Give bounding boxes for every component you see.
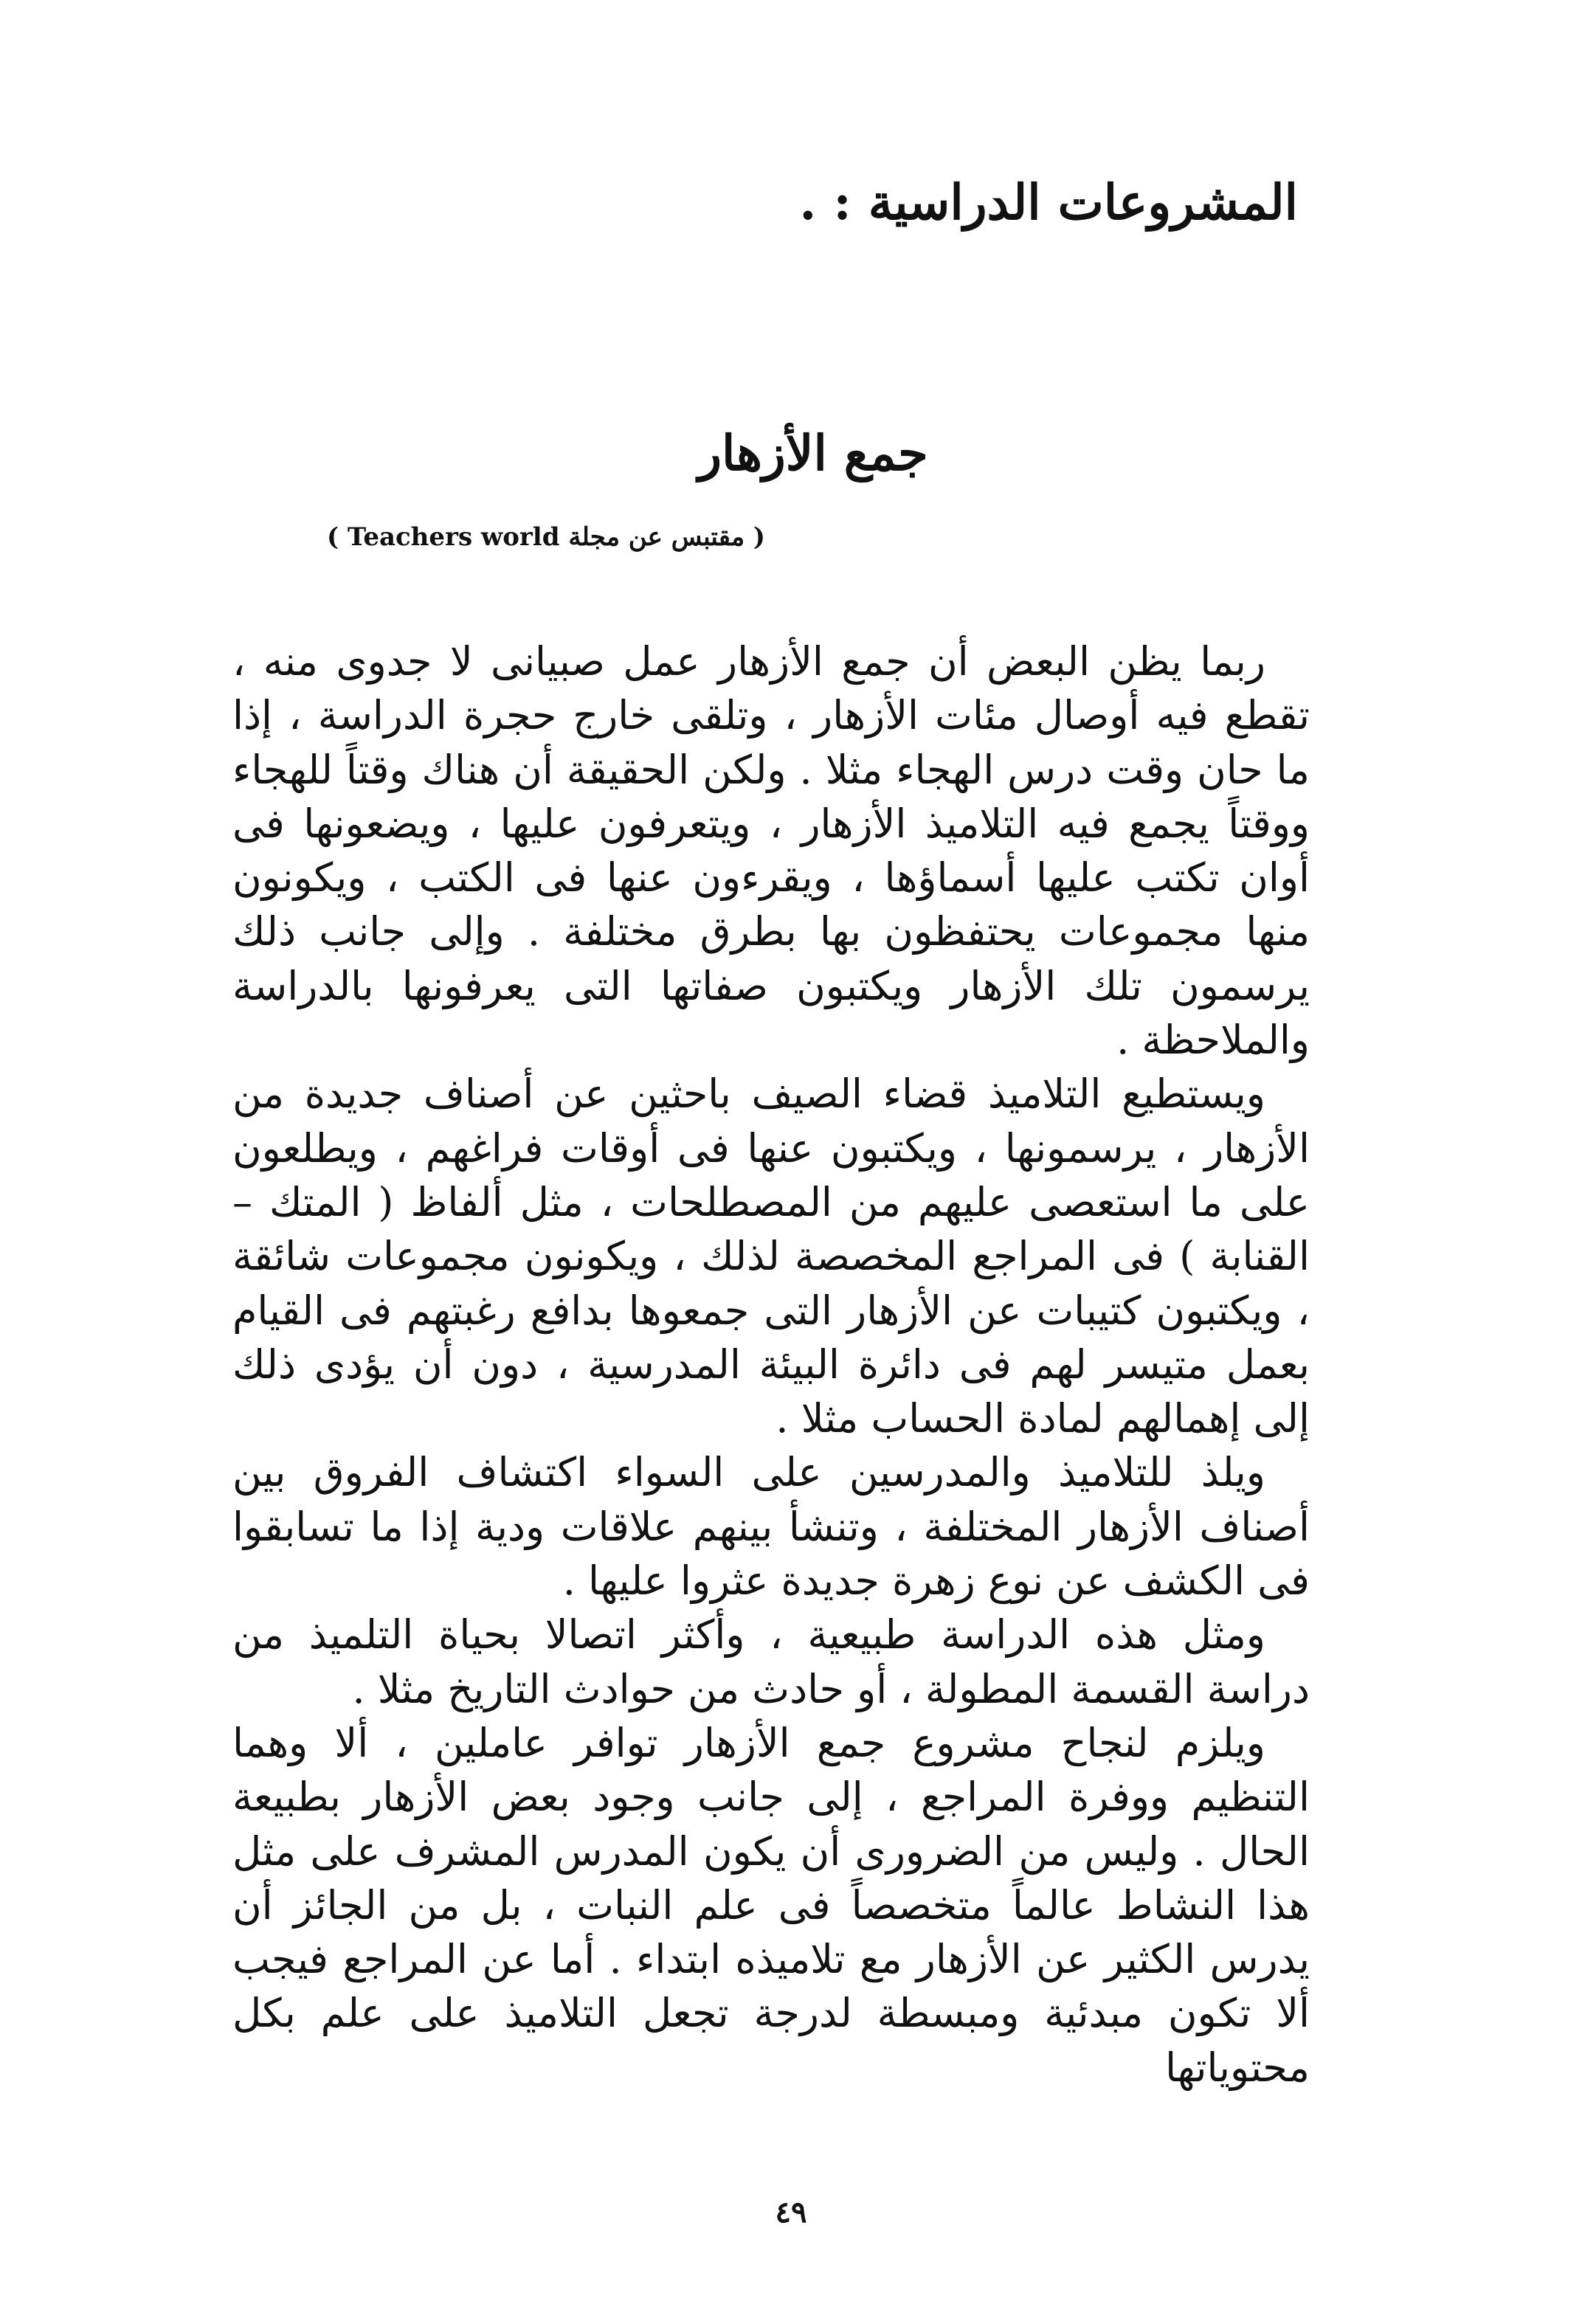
paragraph-2: ويستطيع التلاميذ قضاء الصيف باحثين عن أصناف جديدة من الأزهار ، يرسمونها ، ويكتبون عنها فى أوقات فراغهم ، ويطلعون على ما استعصى عليهم من المصطلحات ، مثل ألفاظ ( المتك – القنابة ) فى المراجع المخصصة لذلك ، ويكونون مجموعات شائقة ، ويكتبون كتيبات عن الأزهار التى جمعوها بدافع رغبتهم فى القيام بعمل متيسر لهم فى دائرة البيئة المدرسية ، دون أن يؤدى ذلك إلى إهمالهم لمادة الحساب مثلا . (232, 1071, 1310, 1442)
paragraph-1: ربما يظن البعض أن جمع الأزهار عمل صبيانى لا جدوى منه ، تقطع فيه أوصال مئات الأزهار ، وتلقى خارج حجرة الدراسة ، إذا ما حان وقت درس الهجاء مثلا . ولكن الحقيقة أن هناك وقتاً للهجاء ووقتاً يجمع فيه التلاميذ الأزهار ، ويتعرفون عليها ، ويضعونها فى أوان تكتب عليها أسماؤها ، ويقرءون عنها فى الكتب ، ويكونون منها مجموعات يحتفظون بها بطرق مختلفة . وإلى جانب ذلك يرسمون تلك الأزهار ويكتبون صفاتها التى يعرفونها بالدراسة والملاحظة . (232, 638, 1310, 1064)
paragraph-5: ويلزم لنجاح مشروع جمع الأزهار توافر عاملين ، ألا وهما التنظيم ووفرة المراجع ، إلى جانب وجود بعض الأزهار بطبيعة الحال . وليس من الضرورى أن يكون المدرس المشرف على مثل هذا النشاط عالماً متخصصاً فى علم النبات ، بل من الجائز أن يدرس الكثير عن الأزهار مع تلاميذه ابتداء . أما عن المراجع فيجب ألا تكون مبدئية ومبسطة لدرجة تجعل التلاميذ على علم بكل محتوياتها (232, 1719, 1310, 2091)
page-number: ٤٩ (775, 2195, 807, 2230)
article-body (232, 634, 1310, 2095)
article-title: جمع الأزهار (698, 424, 928, 482)
paragraph-3: ويلذ للتلاميذ والمدرسين على السواء اكتشاف الفروق بين أصناف الأزهار المختلفة ، وتنشأ بينهم علاقات ودية إذا ما تسابقوا فى الكشف عن نوع زهرة جديدة عثروا عليها . (232, 1449, 1310, 1605)
paragraph-4: ومثل هذه الدراسة طبيعية ، وأكثر اتصالا بحياة التلميذ من دراسة القسمة المطولة ، أو حادث من حوادث التاريخ مثلا . (232, 1611, 1310, 1712)
section-title: المشروعات الدراسية : . (799, 173, 1298, 231)
source-citation: ( مقتبس عن مجلة Teachers world ) (326, 522, 766, 552)
